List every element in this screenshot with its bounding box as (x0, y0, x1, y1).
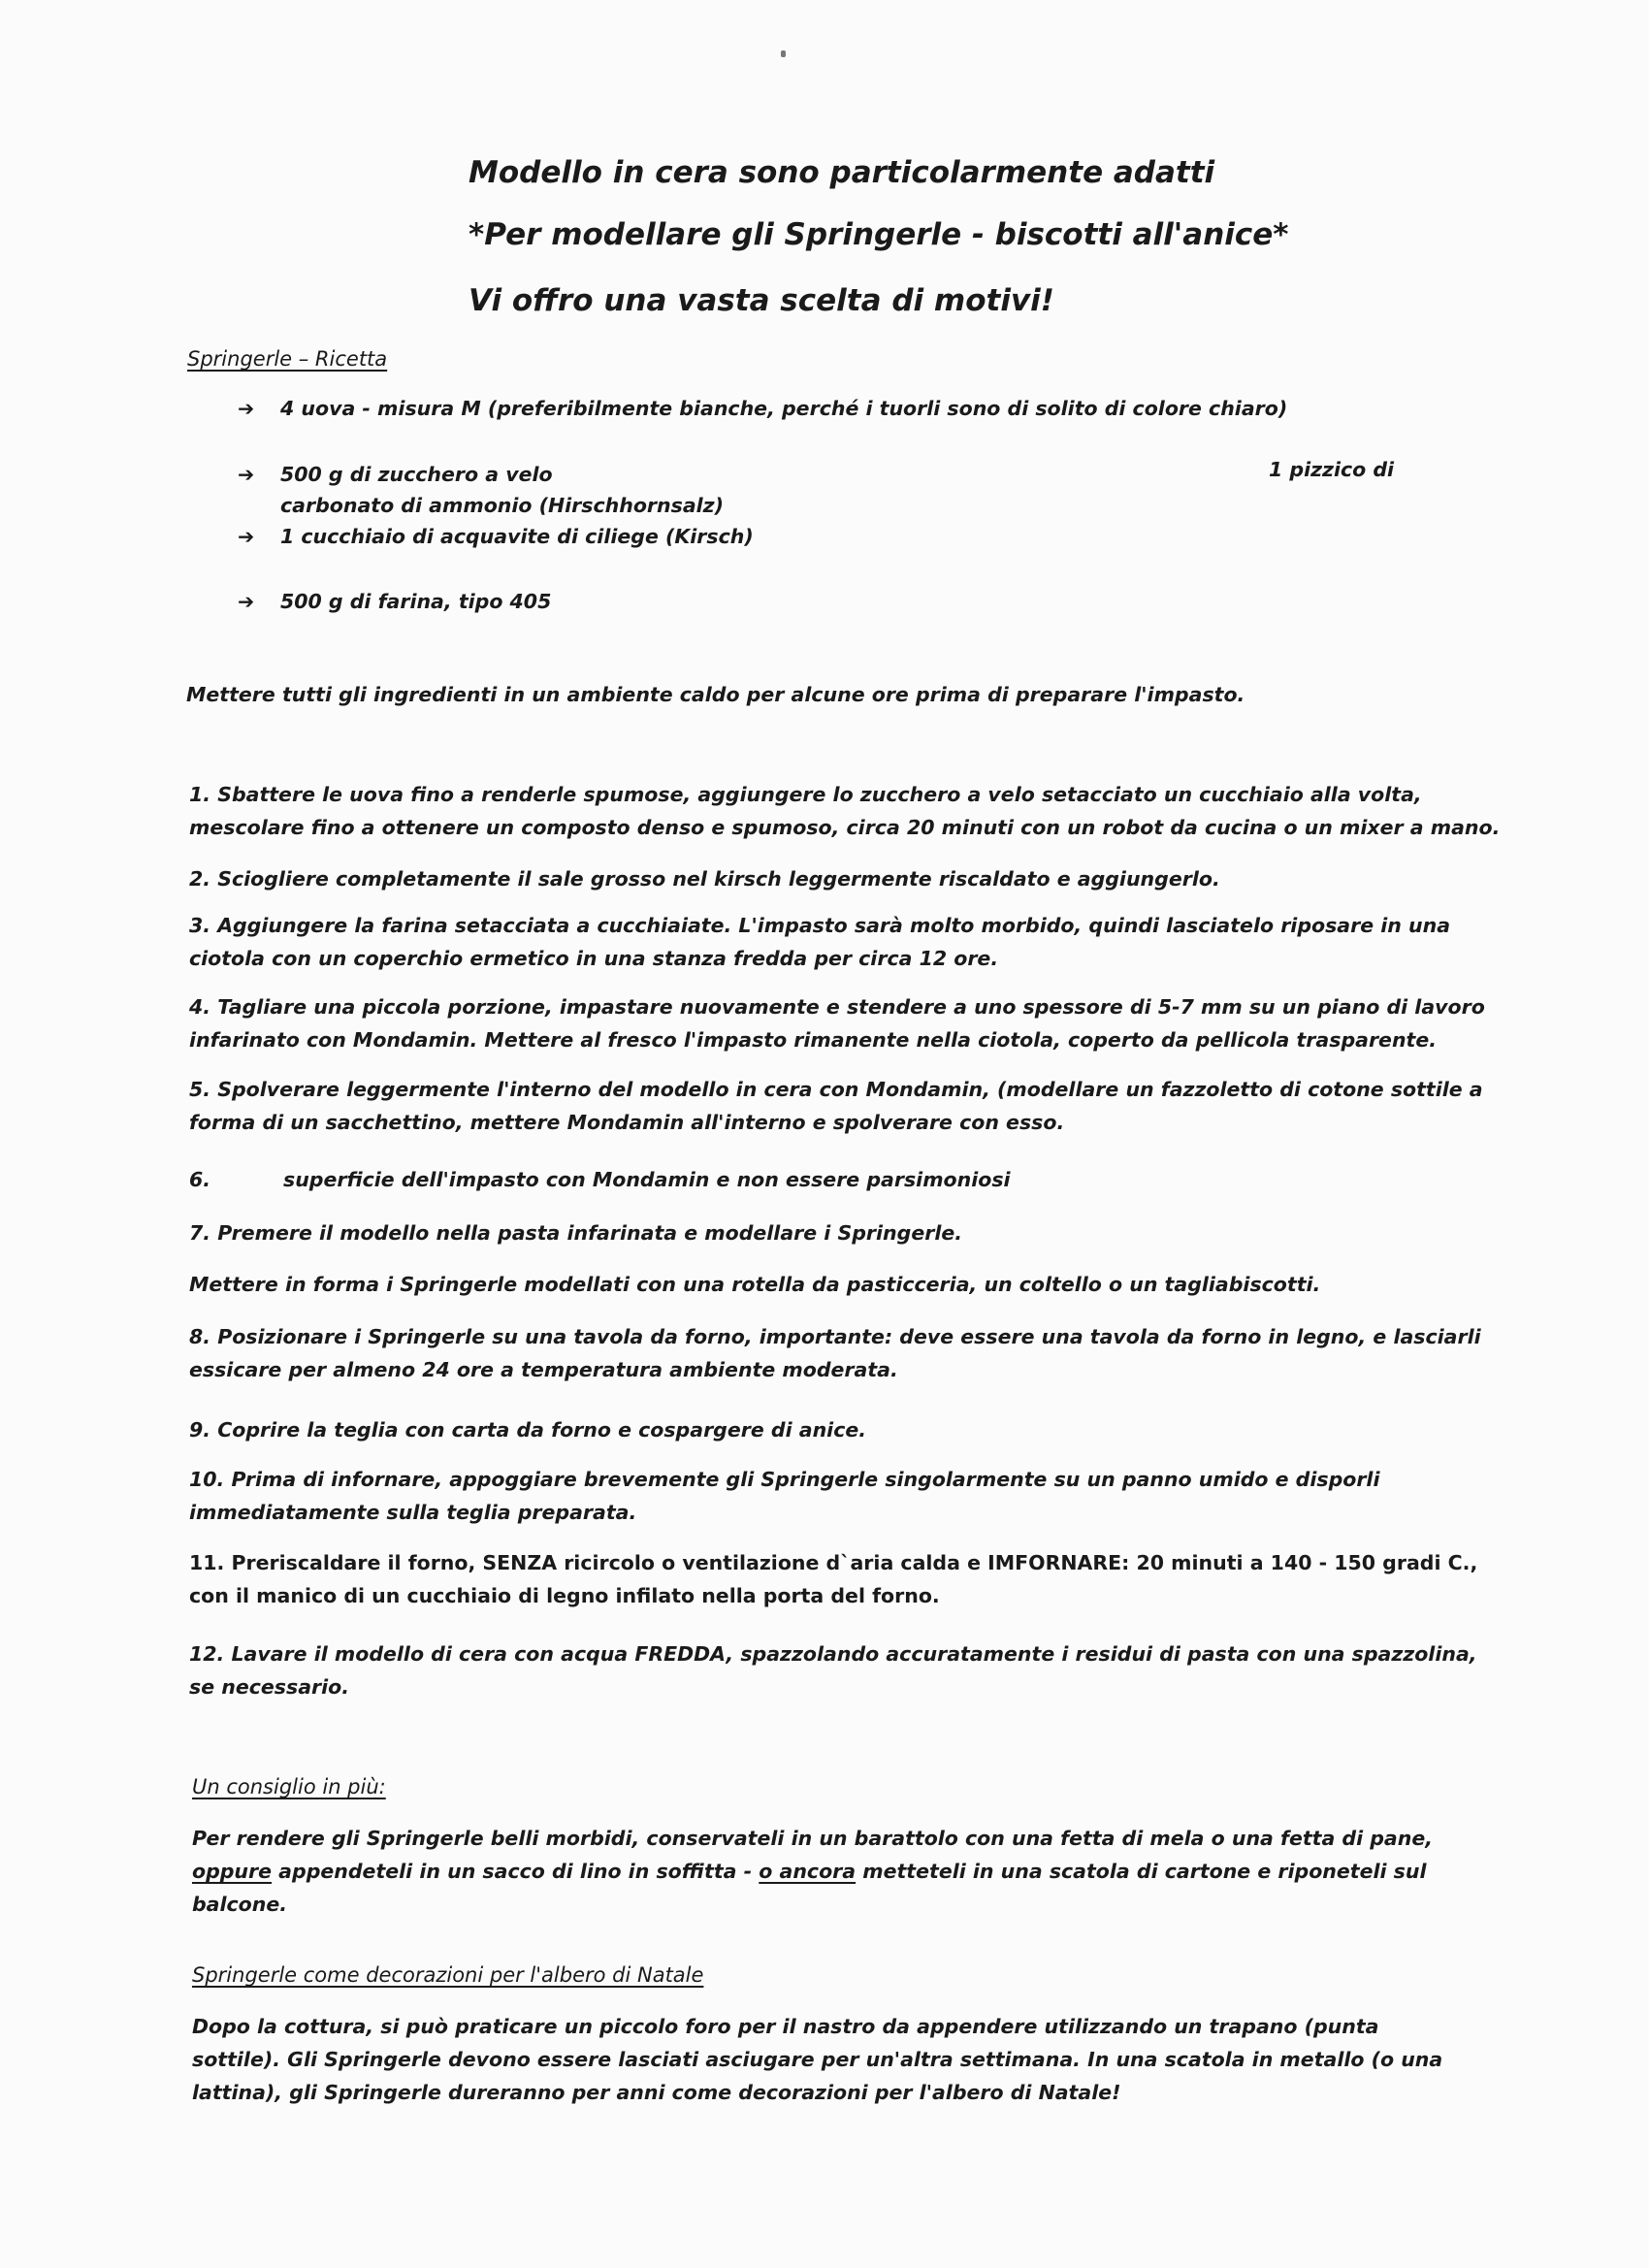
ingredient-side-note: 1 pizzico di (1269, 458, 1395, 481)
decorations-heading: Springerle come decorazioni per l'albero di Natale (192, 1963, 704, 1987)
ingredient-continuation: carbonato di ammonio (Hirschhornsalz) (280, 494, 724, 517)
arrow-right-icon: ➔ (238, 590, 255, 613)
step-4: 4. Tagliare una piccola porzione, impastare nuovamente e stendere a uno spessore di 5-7 mm su un piano di lavoro infarinato con Mondamin. Mettere al fresco l'impasto rimanente nella ciotola, coperto da pellicola trasparente. (189, 995, 1485, 1052)
arrow-right-icon: ➔ (238, 463, 255, 486)
title-line-2: *Per modellare gli Springerle - biscotti all'anice* (469, 217, 1289, 252)
tip-text-part: Per rendere gli Springerle belli morbidi, conservateli in un barattolo con una fetta di mela o una fetta di pane, (192, 1827, 1434, 1850)
intro-text: Mettere tutti gli ingredienti in un ambiente caldo per alcune ore prima di preparare l'impasto. (186, 683, 1245, 706)
step-5: 5. Spolverare leggermente l'interno del modello in cera con Mondamin, (modellare un fazzoletto di cotone sottile a forma di un sacchettino, mettere Mondamin all'interno e spolverare con esso. (189, 1078, 1483, 1134)
title-line-3: Vi offro una vasta scelta di motivi! (469, 283, 1054, 318)
step-11: 11. Preriscaldare il forno, SENZA ricircolo o ventilazione d`aria calda e IMFORNARE: 20 minuti a 140 - 150 gradi C., con il manico di un cucchiaio di legno infilato nella porta del forno. (189, 1551, 1478, 1607)
decorations-text: Dopo la cottura, si può praticare un piccolo foro per il nastro da appendere utilizzando un trapano (punta sottile). Gli Springerle devono essere lasciati asciugare per un'altra settimana. In una scatola in metallo (o una lattina), gli Springerle dureranno per anni come decorazioni per l'albero di Natale! (192, 2015, 1443, 2104)
ingredient-text: 1 cucchiaio di acquavite di ciliege (Kirsch) (280, 525, 754, 548)
step-8: 8. Posizionare i Springerle su una tavola da forno, importante: deve essere una tavola da forno in legno, e lasciarli essicare per almeno 24 ore a temperatura ambiente moderata. (189, 1325, 1481, 1381)
arrow-right-icon: ➔ (238, 397, 255, 420)
scan-speck (781, 50, 786, 57)
tip-emphasis-o-ancora: o ancora (759, 1860, 857, 1883)
step-10: 10. Prima di infornare, appoggiare brevemente gli Springerle singolarmente su un panno umido e disporli immediatamente sulla teglia preparata. (189, 1468, 1380, 1524)
step-6-number: 6. (189, 1168, 211, 1191)
tip-text-part: appendeteli in un sacco di lino in soffitta - (272, 1860, 760, 1883)
tip-text (192, 1822, 1482, 1921)
arrow-right-icon: ➔ (238, 525, 255, 548)
step-1: 1. Sbattere le uova fino a renderle spumose, aggiungere lo zucchero a velo setacciato un cucchiaio alla volta, mescolare fino a ottenere un composto denso e spumoso, circa 20 minuti con un robot da cucina o un mixer a mano. (189, 783, 1501, 839)
step-2: 2. Sciogliere completamente il sale grosso nel kirsch leggermente riscaldato e aggiungerlo. (189, 867, 1220, 891)
tip-emphasis-oppure: oppure (192, 1860, 273, 1883)
step-12: 12. Lavare il modello di cera con acqua FREDDA, spazzolando accuratamente i residui di pasta con una spazzolina, se necessario. (189, 1642, 1477, 1699)
ingredient-text: 500 g di farina, tipo 405 (280, 590, 552, 613)
title-line-1: Modello in cera sono particolarmente adatti (469, 155, 1215, 190)
step-3: 3. Aggiungere la farina setacciata a cucchiaiate. L'impasto sarà molto morbido, quindi lasciatelo riposare in una ciotola con un coperchio ermetico in una stanza fredda per circa 12 ore. (189, 914, 1451, 970)
step-9: 9. Coprire la teglia con carta da forno e cospargere di anice. (189, 1418, 867, 1442)
tip-text-part: metteteli in una scatola di cartone e riponeteli sul balcone. (192, 1860, 1427, 1916)
ingredient-text: 4 uova - misura M (preferibilmente bianche, perché i tuorli sono di solito di colore chiaro) (280, 397, 1288, 420)
tip-heading: Un consiglio in più: (192, 1775, 386, 1798)
step-7: 7. Premere il modello nella pasta infarinata e modellare i Springerle. (189, 1221, 963, 1245)
step-7-note: Mettere in forma i Springerle modellati con una rotella da pasticceria, un coltello o un tagliabiscotti. (189, 1273, 1321, 1296)
recipe-heading: Springerle – Ricetta (187, 347, 388, 371)
step-6-text: superficie dell'impasto con Mondamin e non essere parsimoniosi (283, 1168, 1011, 1191)
ingredient-text: 500 g di zucchero a velo (280, 463, 553, 486)
